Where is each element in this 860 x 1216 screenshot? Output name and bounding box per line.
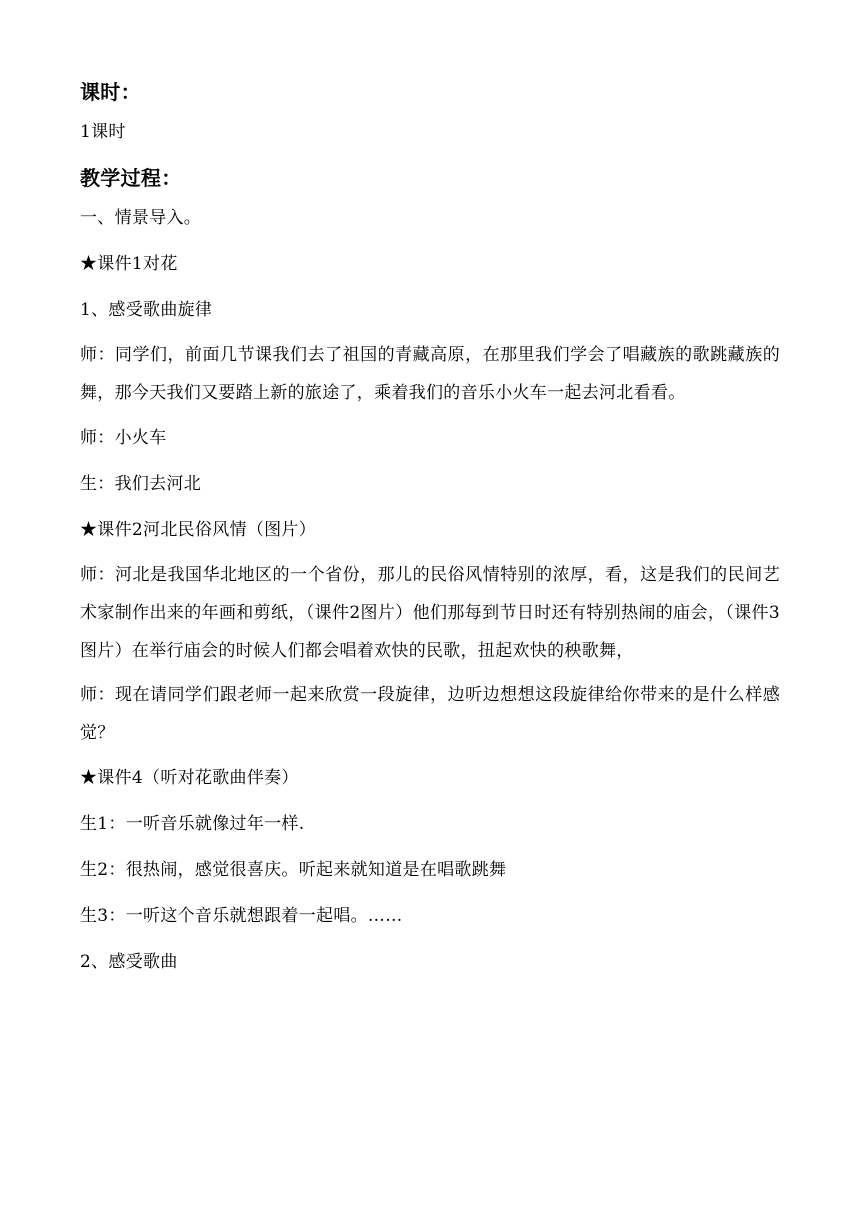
paragraph-courseware-4: ★课件4（听对花歌曲伴奏） — [80, 768, 299, 788]
paragraph-feel-song: 2、感受歌曲 — [80, 952, 178, 972]
paragraph-student-1: 生：我们去河北 — [80, 474, 202, 494]
section-heading-teaching-process: 教学过程： — [80, 166, 182, 190]
paragraph-courseware-2: ★课件2河北民俗风情（图片） — [80, 520, 317, 540]
paragraph-courseware-1: ★课件1对花 — [80, 254, 178, 274]
paragraph-feel-melody: 1、感受歌曲旋律 — [80, 300, 213, 320]
paragraph-student-3-answer: 生3：一听这个音乐就想跟着一起唱。…… — [80, 906, 403, 926]
paragraph-teacher-2: 师：小火车 — [80, 428, 167, 448]
paragraph-teacher-1: 师：同学们，前面几节课我们去了祖国的青藏高原，在那里我们学会了唱藏族的歌跳藏族的舞，那今天我们又要踏上新的旅途了，乘着我们的音乐小火车一起去河北看看。 — [80, 345, 780, 403]
paragraph-student-2-answer: 生2：很热闹，感觉很喜庆。听起来就知道是在唱歌跳舞 — [80, 860, 507, 880]
paragraph-teacher-3: 师：河北是我国华北地区的一个省份，那儿的民俗风情特别的浓厚，看，这是我们的民间艺术家制作出来的年画和剪纸，（课件2图片）他们那每到节日时还有特别热闹的庙会，（课件3图片）在举行庙会的时候人们都会唱着欢快的民歌，扭起欢快的秧歌舞， — [80, 565, 780, 661]
paragraph-teacher-4: 师：现在请同学们跟老师一起来欣赏一段旋律，边听边想想这段旋律给你带来的是什么样感觉？ — [80, 685, 780, 743]
paragraph-student-1-answer: 生1：一听音乐就像过年一样. — [80, 814, 305, 834]
paragraph-intro-title: 一、情景导入。 — [80, 208, 202, 228]
document-body — [80, 72, 780, 988]
paragraph-lesson-count: 1课时 — [80, 122, 126, 142]
section-heading-lesson-hours: 课时： — [80, 80, 141, 104]
